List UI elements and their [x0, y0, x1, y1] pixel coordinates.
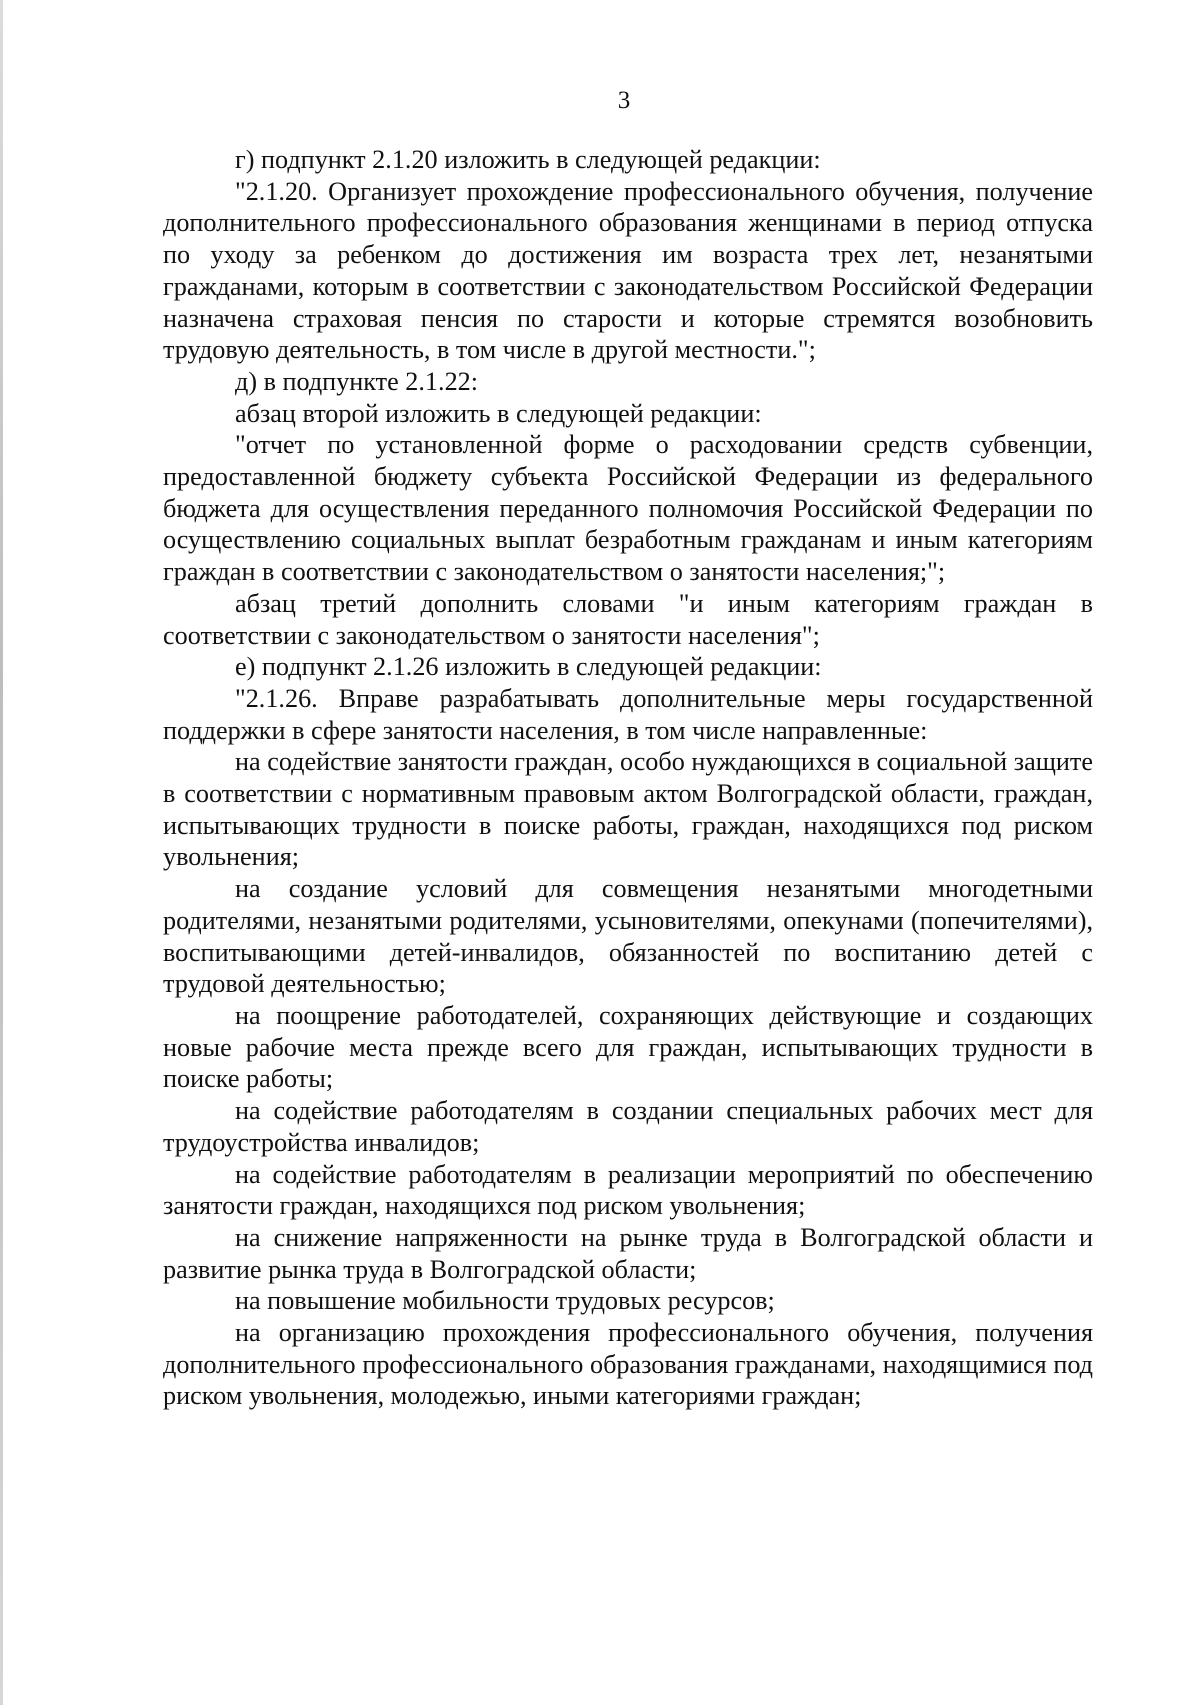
paragraph-measure-employment-assistance: на содействие занятости граждан, особо нуждающихся в социальной защите в соответствии с нормативным правовым актом Волгоградской области, граждан, испытывающих трудности в поиске работы, граждан, находящихся под риском увольнения; [163, 747, 1093, 872]
paragraph-third-abzac: абзац третий дополнить словами "и иным категориям граждан в соответствии с законодательством о занятости населения"; [163, 588, 1093, 650]
paragraph-amend-d: д) в подпункте 2.1.22: [235, 366, 479, 396]
paragraph-amend-e: е) подпункт 2.1.26 изложить в следующей редакции: [235, 652, 822, 682]
paragraph-measure-mobility: на повышение мобильности трудовых ресурсов; [235, 1286, 775, 1316]
document-body [163, 144, 1093, 1412]
paragraph-report-text: "отчет по установленной форме о расходовании средств субвенции, предоставленной бюджету субъекта Российской Федерации из федерального бюджета для осуществления переданного полномочия Российской Федерации по осуществлению социальных выплат безработным гражданам и иным категориям граждан в соответствии с законодательством о занятости населения;"; [163, 430, 1093, 587]
paragraph-measure-employer-encouragement: на поощрение работодателей, сохраняющих действующие и создающих новые рабочие места прежде всего для граждан, испытывающих трудности в поиске работы; [163, 1000, 1093, 1094]
page-number: 3 [617, 87, 631, 114]
paragraph-measure-training: на организацию прохождения профессионального обучения, получения дополнительного профессионального образования гражданами, находящимися под риском увольнения, молодежью, иными категориями граждан; [163, 1318, 1093, 1411]
paragraph-amend-g: г) подпункт 2.1.20 изложить в следующей редакции: [235, 145, 821, 174]
paragraph-measure-labor-market: на снижение напряженности на рынке труда в Волгоградской области и развитие рынка труда в Волгоградской области; [163, 1222, 1093, 1284]
paragraph-second-abzac-intro: абзац второй изложить в следующей редакции: [235, 398, 762, 428]
paragraph-measure-layoff-risk: на содействие работодателям в реализации мероприятий по обеспечению занятости граждан, находящихся под риском увольнения; [163, 1159, 1093, 1221]
scan-edge-shadow [0, 0, 3, 1705]
paragraph-measure-parents: на создание условий для совмещения незанятыми многодетными родителями, незанятыми родителями, усыновителями, опекунами (попечителями), воспитывающими детей-инвалидов, обязанностей по воспитанию детей с трудовой деятельностью; [163, 874, 1093, 999]
paragraph-clause-2-1-20: "2.1.20. Организует прохождение профессионального обучения, получение дополнительного профессионального образования женщинами в период отпуска по уходу за ребенком до достижения им возраста трех лет, незанятыми гражданами, которым в соответствии с законодательством Российской Федерации назначена страховая пенсия по старости и которые стремятся возобновить трудовую деятельность, в том числе в другой местности."; [163, 176, 1093, 365]
paragraph-measure-disabled-workplaces: на содействие работодателям в создании специальных рабочих мест для трудоустройства инвалидов; [163, 1096, 1093, 1157]
paragraph-clause-2-1-26: "2.1.26. Вправе разрабатывать дополнительные меры государственной поддержки в сфере занятости населения, в том числе направленные: [163, 683, 1093, 745]
